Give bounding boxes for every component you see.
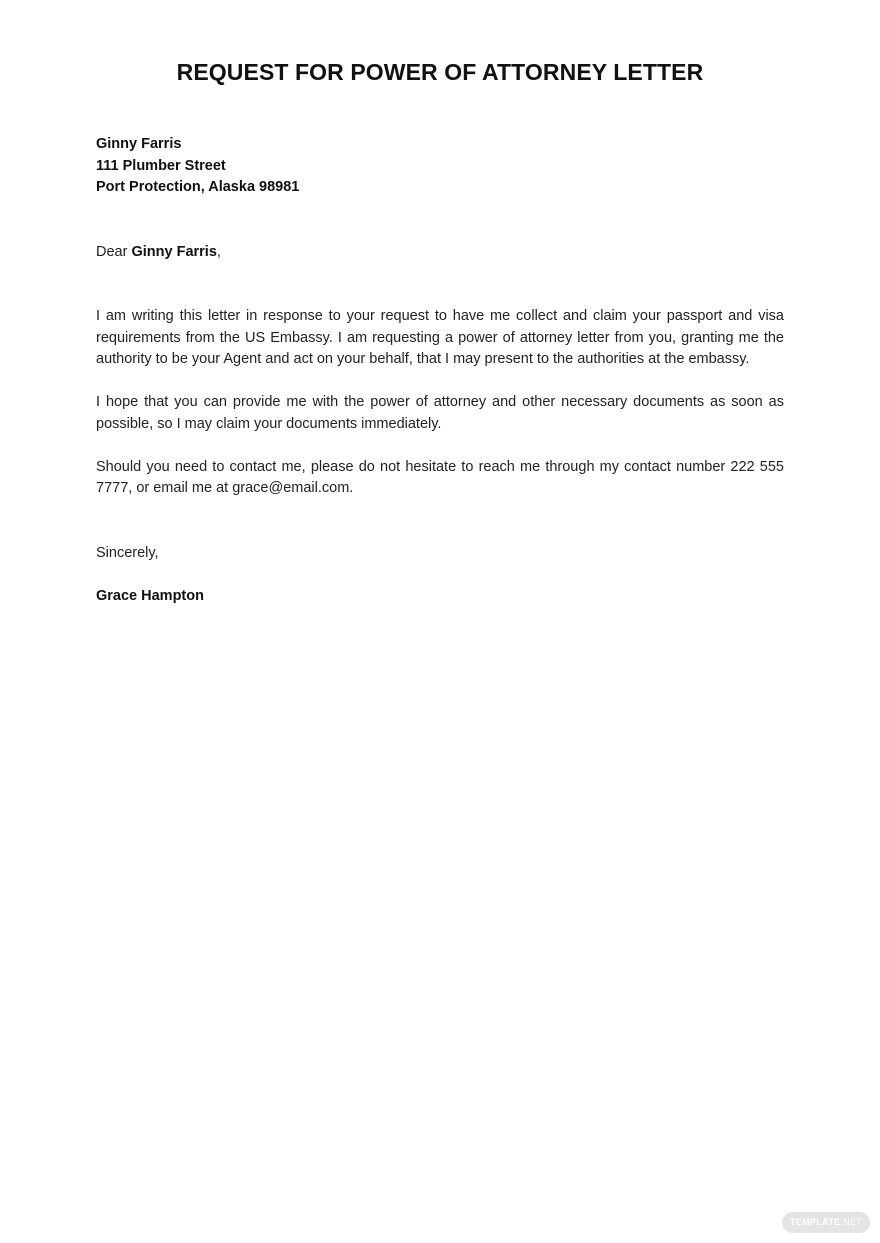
recipient-city-state-zip: Port Protection, Alaska 98981 [96,179,300,195]
letter-body [96,134,784,607]
salutation-suffix: , [216,243,221,260]
salutation-name: Ginny Farris [131,243,217,260]
body-paragraph-3: Should you need to contact me, please do not hesitate to reach me through my contact number 222 555 7777, or email me at grace@email.com. [96,458,784,496]
salutation-prefix: Dear [96,243,132,260]
template-net-watermark [782,1212,870,1233]
closing: Sincerely, [96,544,159,561]
recipient-name: Ginny Farris [96,136,182,152]
signature-name: Grace Hampton [96,587,204,604]
recipient-street: 111 Plumber Street [96,157,226,174]
watermark-brand: TEMPLATE [790,1217,841,1227]
body-paragraph-2: I hope that you can provide me with the power of attorney and other necessary documents as soon as possible, so I may claim your documents immediately. [96,394,784,432]
recipient-address-block [96,134,784,199]
watermark-tld: .NET [840,1217,862,1227]
document-title: REQUEST FOR POWER OF ATTORNEY LETTER [176,59,704,85]
salutation [96,242,784,264]
body-paragraph-1: I am writing this letter in response to your request to have me collect and claim your passport and visa requirements from the US Embassy. I am requesting a power of attorney letter from you, granting me the authority to be your Agent and act on your behalf, that I may present to the authorities at the embassy. [96,308,784,367]
